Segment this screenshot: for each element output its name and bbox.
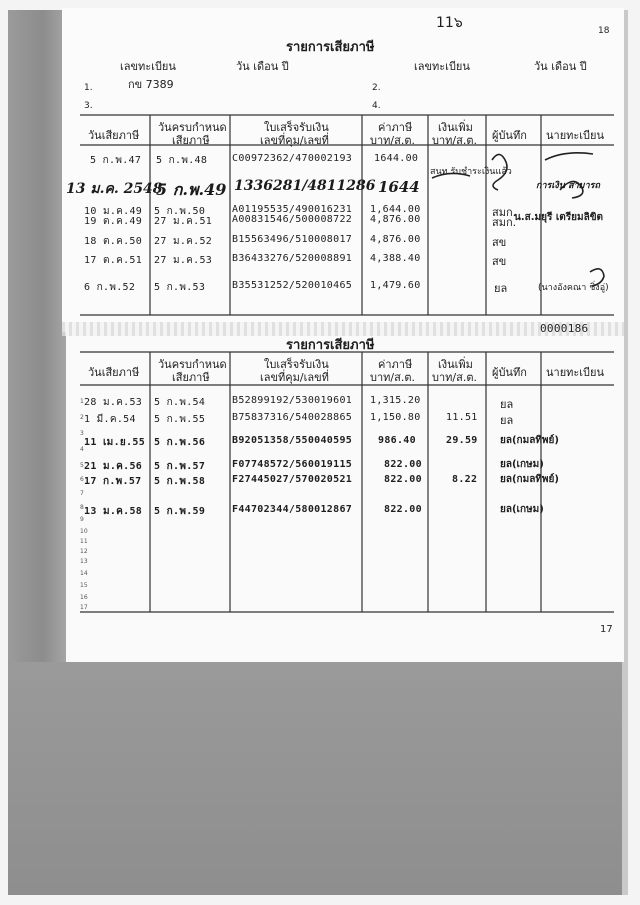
cell-recorder: ยล(กมลทิพย์): [500, 435, 559, 446]
row-number: 15: [80, 582, 88, 589]
cell-recorder: สข: [492, 236, 507, 249]
cell-due-date: 5 ก.พ.57: [154, 461, 206, 472]
row-number: 4: [80, 446, 84, 453]
cell-tax: 1,644.00: [370, 204, 421, 215]
cell-due-date: 5 ก.พ.59: [154, 506, 206, 517]
cell-due-date: 5 ก.พ.54: [154, 397, 206, 408]
cell-tax: 822.00: [384, 474, 422, 485]
cell-tax-date: 19 ต.ค.49: [84, 216, 143, 227]
list-number-2: 2.: [372, 83, 381, 93]
lower-header-recorder: ผู้บันทึก: [492, 366, 527, 379]
cell-tax: 1,315.20: [370, 395, 421, 406]
header-registrar: นายทะเบียน: [546, 129, 605, 142]
cell-tax-date: 5 ก.พ.47: [90, 155, 142, 166]
header-due-date-line2: เสียภาษี: [172, 134, 210, 147]
corner-handwritten-number: 11๖: [436, 15, 463, 31]
header-extra-line2: บาท/ส.ต.: [432, 134, 477, 147]
cell-recorder: สมก.: [492, 206, 517, 219]
row-number: 7: [80, 490, 84, 497]
cell-tax-date: 18 ต.ค.50: [84, 236, 143, 247]
lower-header-tax-line2: บาท/ส.ต.: [370, 371, 415, 384]
hand-due-date: 5 ก.พ.49: [156, 180, 227, 199]
row-number: 5: [80, 462, 84, 469]
lower-header-due-date-line2: เสียภาษี: [172, 371, 210, 384]
cell-due-date: 5 ก.พ.53: [154, 282, 206, 293]
cell-receipt: F07748572/560019115: [232, 459, 353, 470]
hand-receipt: 1336281/4811286: [234, 178, 376, 194]
cell-tax: 822.00: [384, 504, 422, 515]
header-tax-line1: ค่าภาษี: [378, 121, 413, 134]
cell-registrar: (นางอังคณา ชิ่งอู่): [538, 283, 609, 293]
list-number-1: 1.: [84, 83, 93, 93]
upper-title: รายการเสียภาษี: [286, 40, 375, 55]
cell-tax: 1,479.60: [370, 280, 421, 291]
header-receipt-line2: เลขที่คุม/เลขที่: [260, 134, 329, 147]
reg-label-left: เลขทะเบียน: [120, 60, 176, 73]
cell-due-date: 27 ม.ค.53: [154, 255, 213, 266]
row-number: 8: [80, 504, 84, 511]
header-receipt-line1: ใบเสร็จรับเงิน: [264, 121, 329, 134]
cell-extra: 29.59: [446, 435, 478, 446]
row-number: 3: [80, 430, 84, 437]
cell-tax-date: 6 ก.พ.52: [84, 282, 136, 293]
list-number-4: 4.: [372, 101, 381, 111]
cell-tax: 4,876.00: [370, 214, 421, 225]
cell-tax: 986.40: [378, 435, 416, 446]
cell-recorder: ยล(เกษม): [500, 459, 544, 470]
cell-receipt: A01195535/490016231: [232, 204, 353, 215]
cell-due-date: 5 ก.พ.48: [156, 155, 208, 166]
date-label-right: วัน เดือน ปี: [534, 60, 587, 73]
cell-tax-date: 17 ก.พ.57: [84, 476, 142, 487]
cell-tax: 4,388.40: [370, 253, 421, 264]
lower-title: รายการเสียภาษี: [286, 338, 375, 353]
row-number: 9: [80, 516, 84, 523]
cell-receipt: B75837316/540028865: [232, 412, 353, 423]
list-number-3: 3.: [84, 101, 93, 111]
row-number: 11: [80, 538, 88, 545]
hand-tax: 1644: [378, 178, 420, 196]
cell-tax-date: 10 ม.ค.49: [84, 206, 143, 217]
cell-recorder: ยล: [494, 282, 508, 295]
cell-due-date: 27 ม.ค.51: [154, 216, 213, 227]
page-number-lower: 17: [600, 624, 613, 635]
lower-header-tax-date: วันเสียภาษี: [88, 366, 140, 379]
lower-header-registrar: นายทะเบียน: [546, 366, 605, 379]
row-number: 12: [80, 548, 88, 555]
stamp-paid-note: สนท.รับชำระเงินแล้ว: [430, 167, 512, 177]
cell-extra: 8.22: [452, 474, 478, 485]
cell-tax: 822.00: [384, 459, 422, 470]
row-number: 6: [80, 476, 84, 483]
lower-header-extra-line1: เงินเพิ่ม: [438, 358, 473, 371]
cell-recorder: สมก.: [492, 216, 517, 229]
cell-receipt: F27445027/570020521: [232, 474, 353, 485]
cell-due-date: 5 ก.พ.58: [154, 476, 206, 487]
row-number: 1: [80, 398, 84, 405]
hand-tax-date: 13 ม.ค. 2548: [66, 181, 163, 197]
lower-header-due-date-line1: วันครบกำหนด: [158, 358, 227, 371]
row-number: 2: [80, 414, 84, 421]
header-extra-line1: เงินเพิ่ม: [438, 121, 473, 134]
cell-tax-date: 11 เม.ย.55: [84, 437, 146, 448]
lower-header-extra-line2: บาท/ส.ต.: [432, 371, 477, 384]
cell-extra: 11.51: [446, 412, 478, 423]
cell-tax-date: 1 มี.ค.54: [84, 414, 136, 425]
header-tax-line2: บาท/ส.ต.: [370, 134, 415, 147]
cell-recorder: ยล: [500, 414, 514, 427]
cell-registrar: น.ส.มยุรี เตรียมลิขิต: [514, 212, 604, 223]
header-recorder: ผู้บันทึก: [492, 129, 527, 142]
cell-receipt: F44702344/580012867: [232, 504, 353, 515]
date-label-left: วัน เดือน ปี: [236, 60, 289, 73]
control-number: 0000186: [540, 322, 589, 335]
cell-due-date: 27 ม.ค.52: [154, 236, 213, 247]
reg-label-right: เลขทะเบียน: [414, 60, 470, 73]
cell-tax-date: 13 ม.ค.58: [84, 506, 143, 517]
row-number: 16: [80, 594, 88, 601]
cell-tax: 1,150.80: [370, 412, 421, 423]
header-due-date-line1: วันครบกำหนด: [158, 121, 227, 134]
cell-receipt: B92051358/550040595: [232, 435, 353, 446]
cell-tax: 4,876.00: [370, 234, 421, 245]
cell-due-date: 5 ก.พ.50: [154, 206, 206, 217]
cell-recorder: สข: [492, 255, 507, 268]
cell-tax-date: 21 ม.ค.56: [84, 461, 143, 472]
cell-receipt: B36433276/520008891: [232, 253, 353, 264]
cell-receipt: A00831546/500008722: [232, 214, 353, 225]
row-number: 13: [80, 558, 88, 565]
row-number: 17: [80, 604, 88, 611]
cell-tax-date: 28 ม.ค.53: [84, 397, 143, 408]
hand-registrar-note: การเงิน สามารถ: [536, 181, 600, 191]
cell-receipt: B35531252/520010465: [232, 280, 353, 291]
cell-due-date: 5 ก.พ.55: [154, 414, 206, 425]
cell-recorder: ยล(เกษม): [500, 504, 544, 515]
cell-receipt: B15563496/510008017: [232, 234, 353, 245]
cell-receipt: B52899192/530019601: [232, 395, 353, 406]
row-number: 10: [80, 528, 88, 535]
header-tax-date: วันเสียภาษี: [88, 129, 140, 142]
cell-due-date: 5 ก.พ.56: [154, 437, 206, 448]
cell-tax: 1644.00: [374, 153, 419, 164]
lower-header-receipt-line1: ใบเสร็จรับเงิน: [264, 358, 329, 371]
lower-header-tax-line1: ค่าภาษี: [378, 358, 413, 371]
cell-receipt: C00972362/470002193: [232, 153, 353, 164]
row-number: 14: [80, 570, 88, 577]
reg-value-left: กข 7389: [128, 78, 174, 91]
page-number-upper: 18: [598, 26, 610, 36]
cell-recorder: ยล: [500, 398, 514, 411]
lower-header-receipt-line2: เลขที่คุม/เลขที่: [260, 371, 329, 384]
cell-tax-date: 17 ต.ค.51: [84, 255, 143, 266]
cell-recorder: ยล(กมลทิพย์): [500, 474, 559, 485]
